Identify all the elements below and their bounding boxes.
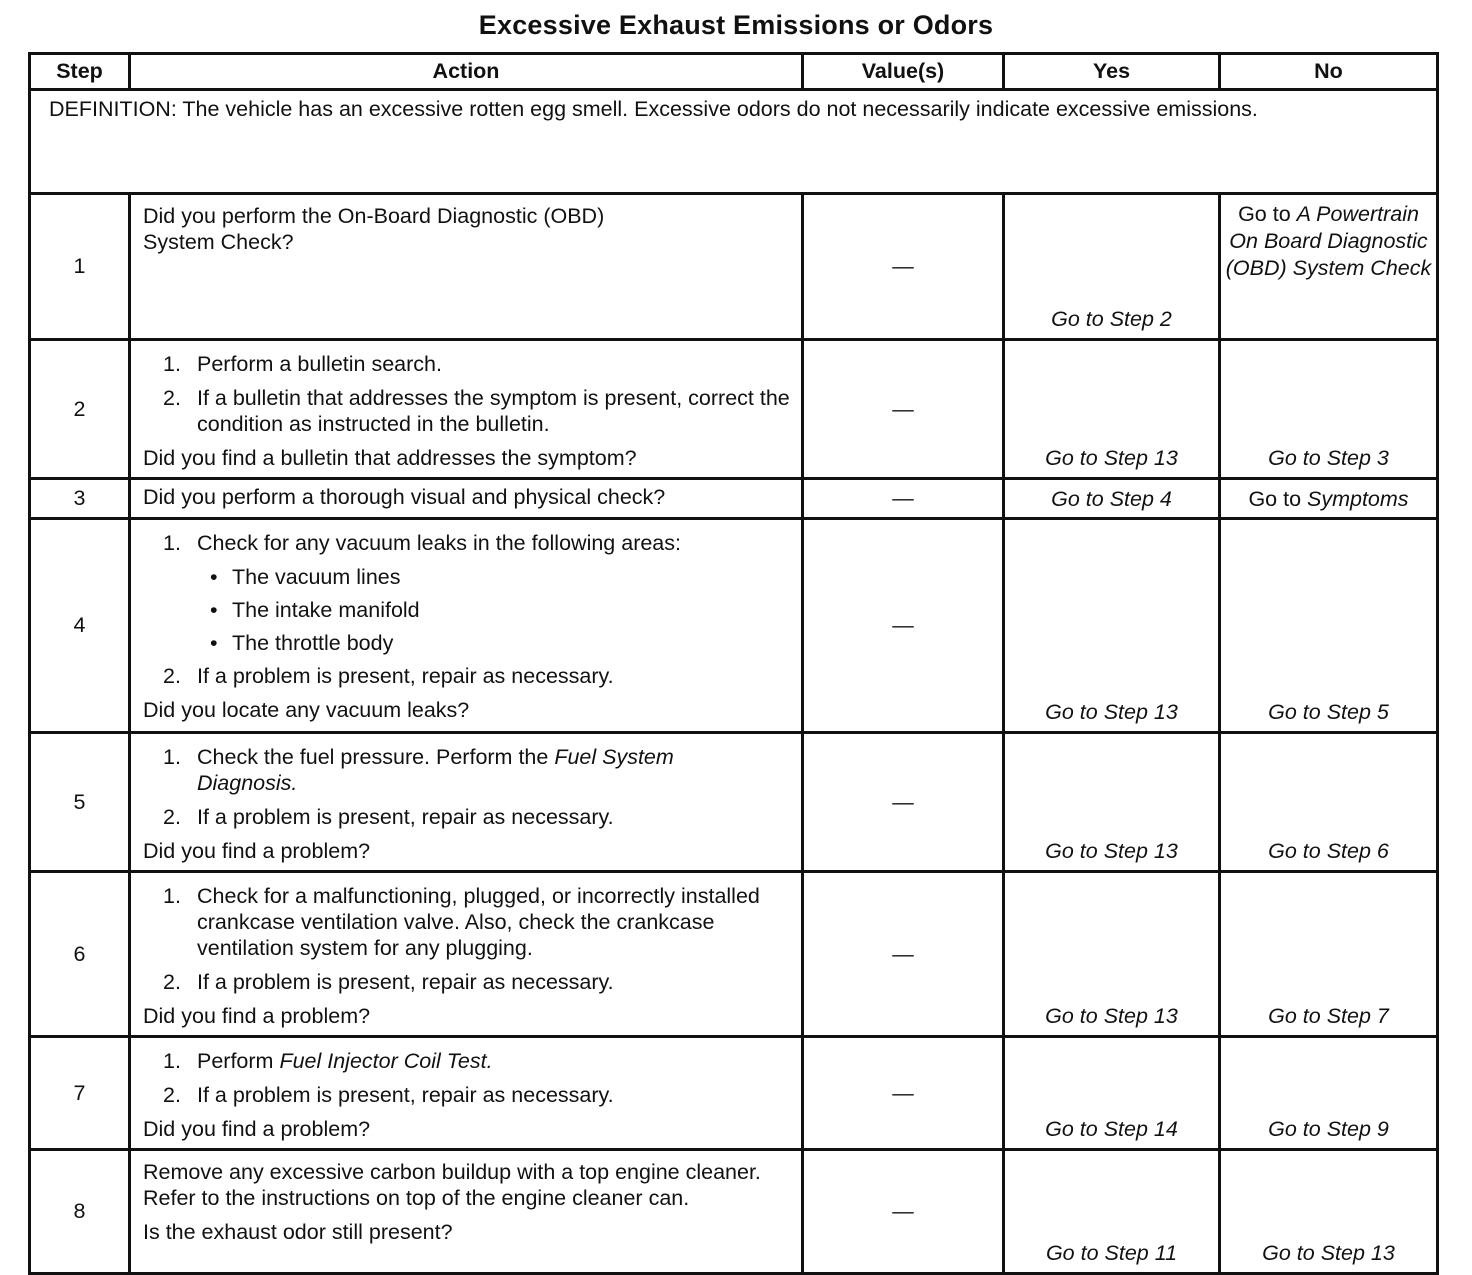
table-row bbox=[30, 479, 1438, 519]
action-text: Remove any excessive carbon buildup with a top engine cleaner. Refer to the instructions on top of the engine cleaner can. bbox=[143, 1160, 761, 1210]
item-text: Check for any vacuum leaks in the following areas: bbox=[197, 531, 681, 555]
header-values: Value(s) bbox=[803, 54, 1004, 90]
table-row bbox=[30, 872, 1438, 1037]
item-number: 1. bbox=[163, 1049, 181, 1073]
item-text: If a problem is present, repair as necessary. bbox=[197, 805, 614, 829]
yes-result: Go to Step 13 bbox=[1004, 733, 1220, 872]
step-number: 8 bbox=[30, 1150, 130, 1274]
no-result bbox=[1220, 479, 1438, 519]
item-text: Check for a malfunctioning, plugged, or incorrectly installed crankcase ventilation valve. Also, check the crankcase ventilation system for any plugging. bbox=[197, 884, 760, 960]
bullet-mark: • bbox=[210, 565, 218, 589]
action-question: Did you find a problem? bbox=[143, 1117, 371, 1141]
no-result: Go to Step 9 bbox=[1220, 1037, 1438, 1150]
header-no: No bbox=[1220, 54, 1438, 90]
no-result bbox=[1220, 194, 1438, 340]
yes-result: Go to Step 13 bbox=[1004, 519, 1220, 733]
item-text: Perform a bulletin search. bbox=[197, 352, 442, 376]
header-row bbox=[30, 54, 1438, 90]
item-text bbox=[197, 744, 791, 796]
bullet-item bbox=[210, 597, 791, 623]
no-prefix: Go to bbox=[1248, 486, 1307, 511]
action-question: Did you find a problem? bbox=[143, 1004, 371, 1028]
value-dash: — bbox=[803, 872, 1004, 1037]
header-yes: Yes bbox=[1004, 54, 1220, 90]
action-question: Did you locate any vacuum leaks? bbox=[143, 698, 470, 722]
action-question: Did you find a bulletin that addresses the symptom? bbox=[143, 446, 637, 470]
list-item bbox=[163, 1082, 791, 1108]
item-plain-text: Check the fuel pressure. Perform the bbox=[197, 745, 555, 769]
step-number: 2 bbox=[30, 340, 130, 479]
action-question: Did you perform a thorough visual and physical check? bbox=[143, 485, 666, 509]
bullet-item bbox=[210, 630, 791, 656]
step-number: 4 bbox=[30, 519, 130, 733]
no-link: Symptoms bbox=[1307, 486, 1409, 511]
item-text bbox=[197, 1048, 791, 1074]
value-dash: — bbox=[803, 340, 1004, 479]
definition-text: DEFINITION: The vehicle has an excessive rotten egg smell. Excessive odors do not necessarily indicate excessive emissions. bbox=[30, 90, 1438, 194]
item-plain-text: Perform bbox=[197, 1049, 280, 1073]
item-text: If a problem is present, repair as necessary. bbox=[197, 970, 614, 994]
no-prefix: Go to bbox=[1238, 202, 1297, 226]
bullet-mark: • bbox=[210, 631, 218, 655]
table-row bbox=[30, 733, 1438, 872]
step-number: 3 bbox=[30, 479, 130, 519]
action-cell bbox=[130, 1037, 803, 1150]
action-cell bbox=[130, 479, 803, 519]
no-result: Go to Step 5 bbox=[1220, 519, 1438, 733]
value-dash: — bbox=[803, 194, 1004, 340]
item-number: 2. bbox=[163, 386, 181, 410]
action-cell bbox=[130, 733, 803, 872]
action-cell bbox=[130, 1150, 803, 1274]
value-dash: — bbox=[803, 479, 1004, 519]
item-text: If a problem is present, repair as necessary. bbox=[197, 1083, 614, 1107]
list-item bbox=[163, 1048, 791, 1074]
item-number: 1. bbox=[163, 745, 181, 769]
table-row bbox=[30, 1150, 1438, 1274]
value-dash: — bbox=[803, 1037, 1004, 1150]
table-row bbox=[30, 340, 1438, 479]
diagnostic-table bbox=[28, 52, 1439, 1275]
item-number: 1. bbox=[163, 531, 181, 555]
step-number: 1 bbox=[30, 194, 130, 340]
step-number: 7 bbox=[30, 1037, 130, 1150]
no-result: Go to Step 3 bbox=[1220, 340, 1438, 479]
action-cell bbox=[130, 872, 803, 1037]
bullet-mark: • bbox=[210, 598, 218, 622]
yes-result: Go to Step 4 bbox=[1004, 479, 1220, 519]
bullet-text: The throttle body bbox=[232, 631, 394, 655]
bullet-item bbox=[210, 564, 791, 590]
yes-result: Go to Step 13 bbox=[1004, 340, 1220, 479]
table-row bbox=[30, 194, 1438, 340]
value-dash: — bbox=[803, 1150, 1004, 1274]
action-cell bbox=[130, 519, 803, 733]
header-action: Action bbox=[130, 54, 803, 90]
no-link: A Powertrain On Board Diagnostic (OBD) System Check bbox=[1225, 202, 1432, 280]
bullet-text: The vacuum lines bbox=[232, 565, 401, 589]
item-number: 2. bbox=[163, 805, 181, 829]
step-number: 5 bbox=[30, 733, 130, 872]
item-number: 2. bbox=[163, 1083, 181, 1107]
yes-result: Go to Step 11 bbox=[1004, 1150, 1220, 1274]
item-text: If a bulletin that addresses the symptom is present, correct the condition as instructed in the bulletin. bbox=[197, 386, 790, 436]
yes-result: Go to Step 14 bbox=[1004, 1037, 1220, 1150]
list-item bbox=[163, 351, 791, 377]
list-item bbox=[163, 663, 791, 689]
list-item bbox=[163, 385, 791, 437]
item-reference: Fuel System Diagnosis. bbox=[197, 745, 674, 795]
list-item bbox=[163, 744, 791, 796]
action-question: Did you find a problem? bbox=[143, 839, 371, 863]
list-item bbox=[163, 969, 791, 995]
no-result: Go to Step 6 bbox=[1220, 733, 1438, 872]
action-cell bbox=[130, 340, 803, 479]
header-step: Step bbox=[30, 54, 130, 90]
list-item bbox=[163, 530, 791, 556]
value-dash: — bbox=[803, 519, 1004, 733]
item-text: If a problem is present, repair as necessary. bbox=[197, 664, 614, 688]
value-dash: — bbox=[803, 733, 1004, 872]
yes-result: Go to Step 13 bbox=[1004, 872, 1220, 1037]
table-row bbox=[30, 1037, 1438, 1150]
action-cell bbox=[130, 194, 803, 340]
item-number: 2. bbox=[163, 970, 181, 994]
definition-row bbox=[30, 90, 1438, 194]
item-reference: Fuel Injector Coil Test. bbox=[279, 1049, 493, 1073]
no-result: Go to Step 7 bbox=[1220, 872, 1438, 1037]
step-number: 6 bbox=[30, 872, 130, 1037]
yes-result: Go to Step 2 bbox=[1004, 194, 1220, 340]
action-question: Is the exhaust odor still present? bbox=[143, 1220, 453, 1244]
page-title: Excessive Exhaust Emissions or Odors bbox=[478, 10, 994, 40]
action-question: Did you perform the On-Board Diagnostic (OBD) System Check? bbox=[143, 204, 605, 254]
bullet-text: The intake manifold bbox=[232, 598, 420, 622]
item-number: 1. bbox=[163, 884, 181, 908]
list-item bbox=[163, 804, 791, 830]
list-item bbox=[163, 883, 791, 961]
table-row bbox=[30, 519, 1438, 733]
item-number: 1. bbox=[163, 352, 181, 376]
item-number: 2. bbox=[163, 664, 181, 688]
no-result: Go to Step 13 bbox=[1220, 1150, 1438, 1274]
